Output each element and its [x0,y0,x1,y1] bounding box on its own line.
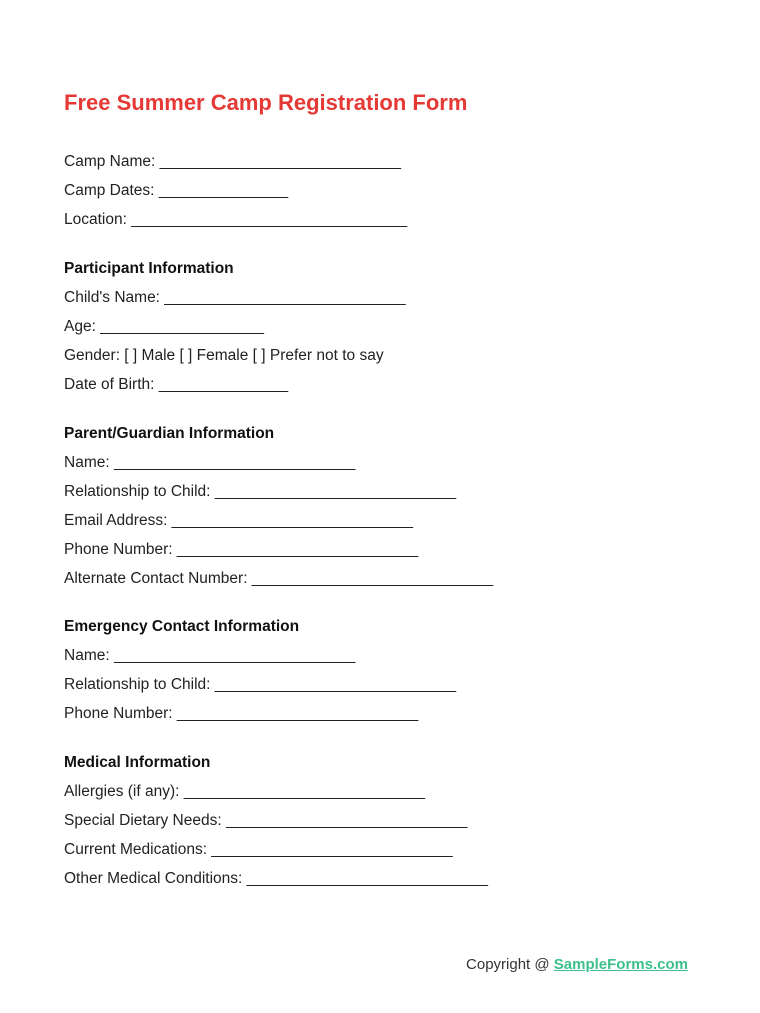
emergency-name-field[interactable]: Name: ____________________________ [64,647,356,664]
gender-options[interactable]: Gender: [ ] Male [ ] Female [ ] Prefer not to say [64,347,384,364]
parent-relationship-field[interactable]: Relationship to Child: ____________________________ [64,483,457,500]
participant-heading: Participant Information [64,260,234,277]
parent-heading: Parent/Guardian Information [64,425,275,442]
copyright-footer [466,955,688,975]
medications-field[interactable]: Current Medications: ____________________________ [64,841,453,858]
brand-link[interactable]: SampleForms.com [553,956,688,973]
date-of-birth-field[interactable]: Date of Birth: _______________ [64,376,289,393]
childs-name-field[interactable]: Child's Name: ____________________________ [64,289,406,306]
dietary-needs-field[interactable]: Special Dietary Needs: ____________________________ [64,812,468,829]
emergency-phone-field[interactable]: Phone Number: ____________________________ [64,705,419,722]
copyright-text: Copyright @ [466,956,554,973]
camp-location-field[interactable]: Location: ________________________________ [64,211,408,228]
camp-name-field[interactable]: Camp Name: ____________________________ [64,153,401,170]
parent-phone-field[interactable]: Phone Number: ____________________________ [64,541,419,558]
form-title: Free Summer Camp Registration Form [64,90,468,115]
age-field[interactable]: Age: ___________________ [64,318,264,335]
medical-heading: Medical Information [64,754,211,771]
emergency-relationship-field[interactable]: Relationship to Child: ____________________________ [64,676,457,693]
parent-email-field[interactable]: Email Address: ____________________________ [64,512,414,529]
other-conditions-field[interactable]: Other Medical Conditions: ____________________________ [64,870,489,887]
parent-alt-phone-field[interactable]: Alternate Contact Number: ____________________________ [64,570,494,587]
camp-dates-field[interactable]: Camp Dates: _______________ [64,182,289,199]
allergies-field[interactable]: Allergies (if any): ____________________________ [64,783,426,800]
emergency-heading: Emergency Contact Information [64,618,300,635]
parent-name-field[interactable]: Name: ____________________________ [64,454,356,471]
